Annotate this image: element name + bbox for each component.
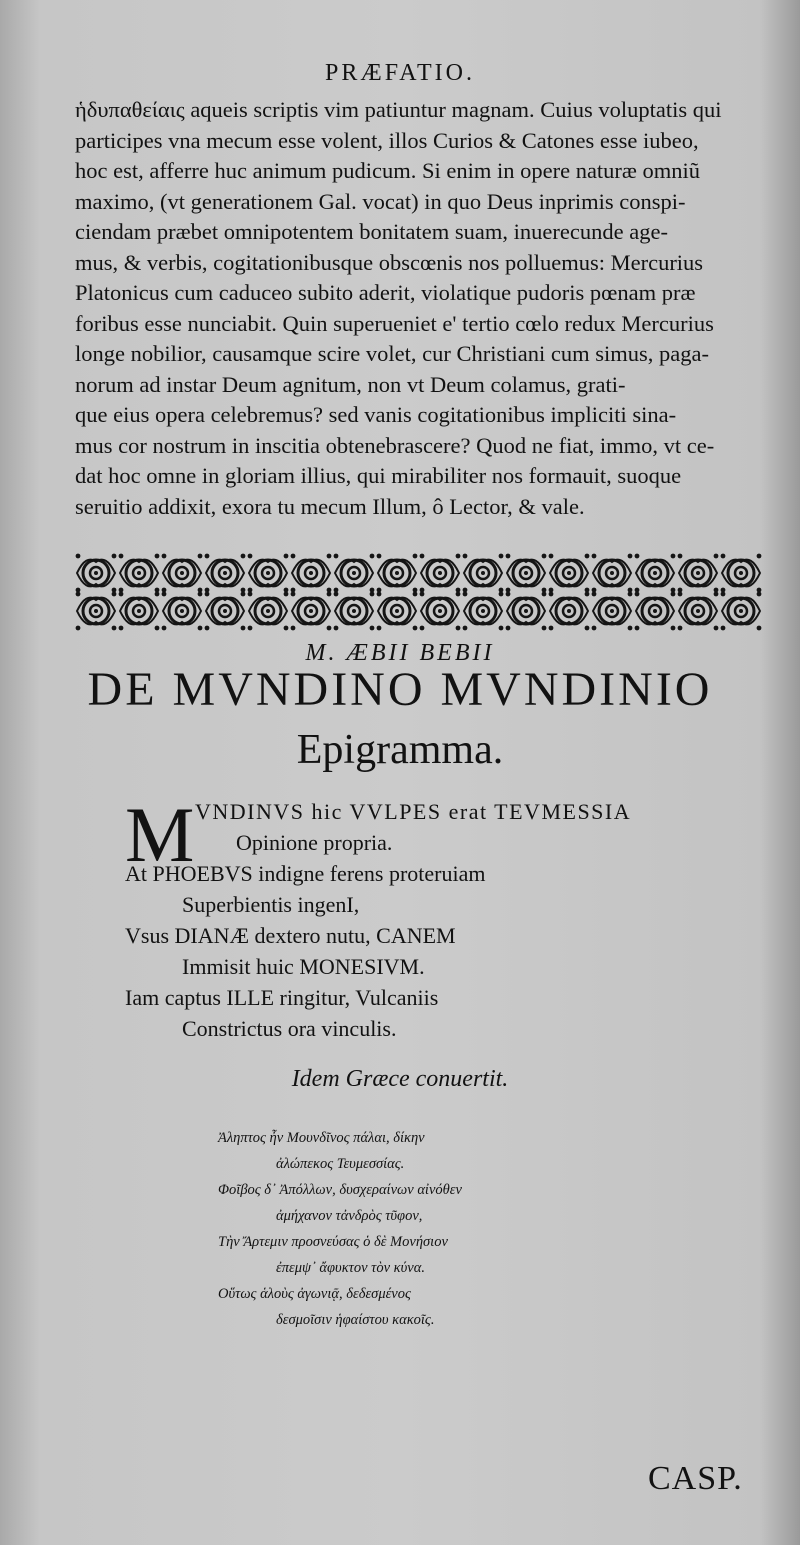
preface-line: foribus esse nunciabit. Quin superueniet e' tertio cœlo redux Mercurius [75, 310, 714, 336]
running-head: PRÆFATIO. [325, 60, 475, 86]
greek-heading: Idem Græce conuertit. [291, 1066, 509, 1092]
greek-line: Οὕτως ἁλοὺς ἀγωνιᾷ, δεδεσμένος [218, 1286, 411, 1302]
poem-line: Iam captus ILLE ringitur, Vulcaniis [125, 985, 439, 1010]
catchword: CASP. [648, 1460, 743, 1497]
greek-line: ἀμήχανον τἀνδρὸς τῦφον, [276, 1208, 423, 1224]
poem-line: VNDINVS hic VVLPES erat TEVMESSIA [195, 799, 632, 824]
poem-line: Superbientis ingenI, [182, 892, 360, 917]
preface-line: Platonicus cum caduceo subito aderit, violatique pudoris pœnam præ [75, 280, 696, 305]
greek-line: ἀλώπεκος Τευμεσσίας. [276, 1156, 405, 1172]
poem-line: Opinione propria. [236, 830, 393, 855]
preface-line: mus cor nostrum in inscitia obtenebrascere? Quod ne fiat, immo, vt ce- [75, 432, 715, 458]
preface-line: participes vna mecum esse volent, illos Curios & Catones esse iubeo, [75, 127, 699, 153]
preface-line: dat hoc omne in gloriam illius, qui mirabiliter nos formauit, suoque [75, 463, 682, 488]
preface-line: mus, & verbis, cogitationibusque obscœnis nos polluemus: Mercurius [75, 249, 704, 275]
preface-line: ciendam præbet omnipotentem bonitatem suam, inuerecunde age- [75, 219, 668, 244]
poem-line: Immisit huic MONESIVM. [182, 954, 425, 979]
greek-line: Φοῖβος δ᾽ Ἀπόλλων, δυσχεραίνων αἰνόθεν [218, 1182, 462, 1198]
preface-line: longe nobilior, causamque scire volet, cur Christiani cum simus, paga- [75, 341, 709, 366]
poem-line: At PHOEBVS indigne ferens proteruiam [125, 861, 486, 886]
preface-line: ἡδυπαθείαις aqueis scriptis vim patiuntur magnam. Cuius voluptatis qui [75, 97, 722, 122]
preface-line: maximo, (vt generationem Gal. vocat) in quo Deus inprimis conspi- [75, 188, 686, 214]
preface-text [75, 95, 765, 522]
poem-line: Vsus DIANÆ dextero nutu, CANEM [125, 923, 456, 948]
greek-line: δεσμοῖσιν ἡφαίστου κακοῖς. [276, 1312, 435, 1328]
preface-line: hoc est, afferre huc animum pudicum. Si enim in opere naturæ omniũ [75, 158, 701, 183]
greek-line: ἐπεμψ᾽ ἄφυκτον τὸν κύνα. [276, 1260, 425, 1276]
greek-line: Τὴν Ἄρτεμιν προσνεύσας ὁ δὲ Μονήσιον [218, 1234, 448, 1250]
author-line: M. ÆBII BEBII [305, 640, 495, 666]
greek-line: Ἀληπτος ἦν Μουνδῖνος πάλαι, δίκην [218, 1130, 425, 1146]
poem-line: Constrictus ora vinculis. [182, 1016, 397, 1041]
subtitle: Epigramma. [296, 727, 504, 773]
preface-line: seruitio addixit, exora tu mecum Illum, ô Lector, & vale. [75, 493, 585, 519]
drop-capital: M [125, 791, 195, 878]
ornamental-border [75, 552, 763, 632]
preface-line: que eius opera celebremus? sed vanis cogitationibus impliciti sina- [75, 402, 677, 427]
main-title: DE MVNDINO MVNDINIO [87, 663, 713, 716]
preface-line: norum ad instar Deum agnitum, non vt Deum colamus, grati- [75, 371, 626, 397]
